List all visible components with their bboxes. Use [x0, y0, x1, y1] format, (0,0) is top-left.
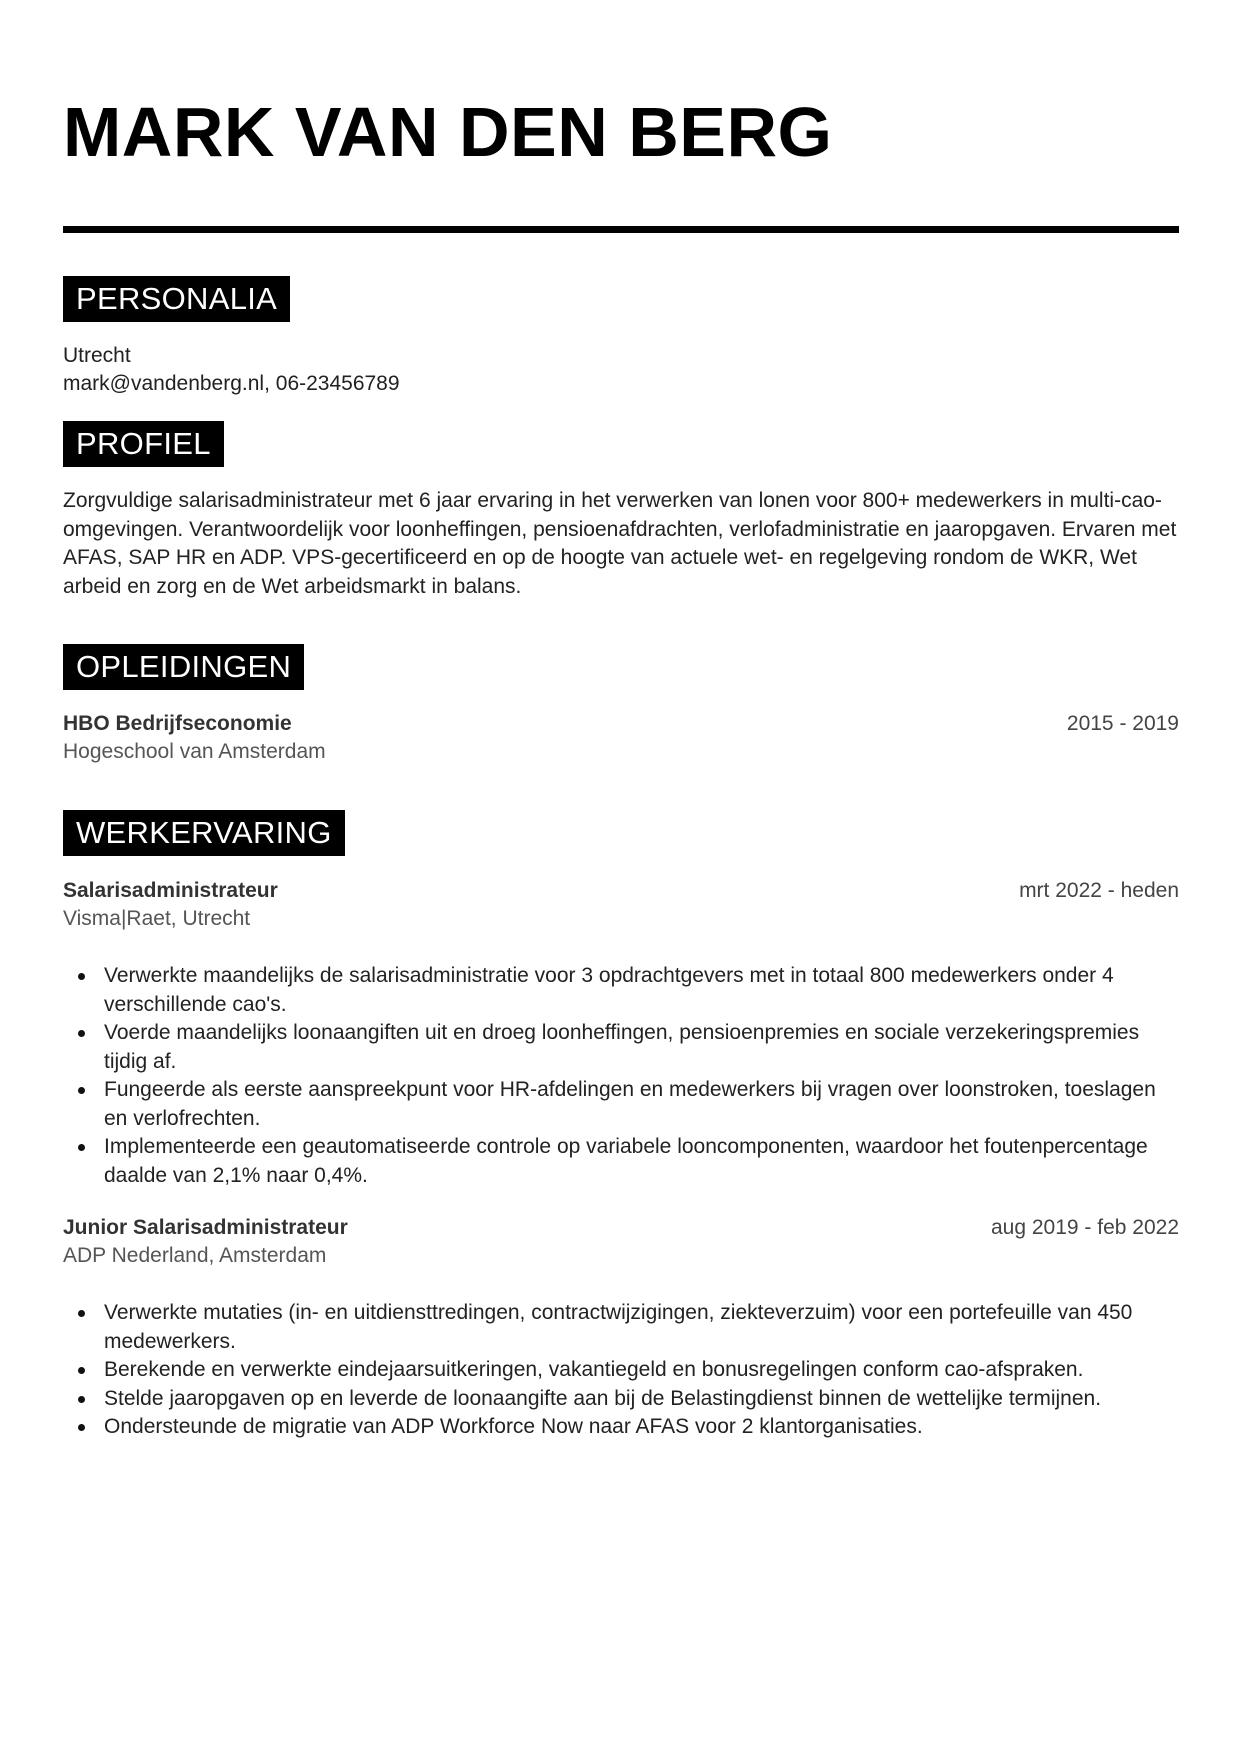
job-company: ADP Nederland, Amsterdam — [63, 1244, 327, 1267]
section-heading-profiel: PROFIEL — [63, 421, 224, 467]
list-item: Fungeerde als eerste aanspreekpunt voor HR-afdelingen en medewerkers bij vragen over loonstroken, toeslagen en verlofrechten. — [104, 1076, 1179, 1133]
list-item: Implementeerde een geautomatiseerde controle op variabele looncomponenten, waardoor het foutenpercentage daalde van 2,1% naar 0,4%. — [104, 1133, 1179, 1190]
job-period: mrt 2022 - heden — [1019, 879, 1179, 902]
job-2-bullets — [63, 1299, 1179, 1442]
profile-summary: Zorgvuldige salarisadministrateur met 6 jaar ervaring in het verwerken van lonen voor 800+ medewerkers in multi-cao-omgevingen. Verantwoordelijk voor loonheffingen, pensioenafdrachten, verlofadministratie en jaaropgaven. Ervaren met AFAS, SAP HR en ADP. VPS-gecertificeerd en op de hoogte van actuele wet- en regelgeving rondom de WKR, Wet arbeid en zorg en de Wet arbeidsmarkt in balans. — [63, 489, 1177, 598]
list-item: Verwerkte maandelijks de salarisadministratie voor 3 opdrachtgevers met in totaal 800 medewerkers onder 4 verschillende cao's. — [104, 962, 1179, 1019]
education-entry — [63, 710, 1179, 738]
job-title: Junior Salarisadministrateur — [63, 1216, 348, 1239]
personal-contact: mark@vandenberg.nl, 06-23456789 — [63, 372, 400, 395]
candidate-name: MARK VAN DEN BERG — [63, 93, 833, 171]
job-entry-2 — [63, 1214, 1179, 1242]
education-institution: Hogeschool van Amsterdam — [63, 740, 326, 763]
section-heading-personalia: PERSONALIA — [63, 276, 290, 322]
list-item: Stelde jaaropgaven op en leverde de loonaangifte aan bij de Belastingdienst binnen de wettelijke termijnen. — [104, 1385, 1179, 1414]
job-company: Visma|Raet, Utrecht — [63, 907, 251, 930]
job-period: aug 2019 - feb 2022 — [991, 1216, 1179, 1239]
job-entry-1 — [63, 877, 1179, 905]
list-item: Berekende en verwerkte eindejaarsuitkeringen, vakantiegeld en bonusregelingen conform cao-afspraken. — [104, 1356, 1179, 1385]
job-title: Salarisadministrateur — [63, 879, 278, 902]
education-title: HBO Bedrijfseconomie — [63, 712, 292, 735]
list-item: Verwerkte mutaties (in- en uitdiensttredingen, contractwijzigingen, ziekteverzuim) voor een portefeuille van 450 medewerkers. — [104, 1299, 1179, 1356]
education-period: 2015 - 2019 — [1066, 712, 1179, 735]
job-1-bullets — [63, 962, 1179, 1190]
section-heading-opleidingen: OPLEIDINGEN — [63, 644, 304, 690]
section-heading-werkervaring: WERKERVARING — [63, 810, 345, 856]
header-divider — [63, 226, 1179, 233]
list-item: Voerde maandelijks loonaangiften uit en droeg loonheffingen, pensioenpremies en sociale verzekeringspremies tijdig af. — [104, 1019, 1179, 1076]
list-item: Ondersteunde de migratie van ADP Workforce Now naar AFAS voor 2 klantorganisaties. — [104, 1413, 1179, 1442]
personal-city: Utrecht — [63, 344, 131, 367]
